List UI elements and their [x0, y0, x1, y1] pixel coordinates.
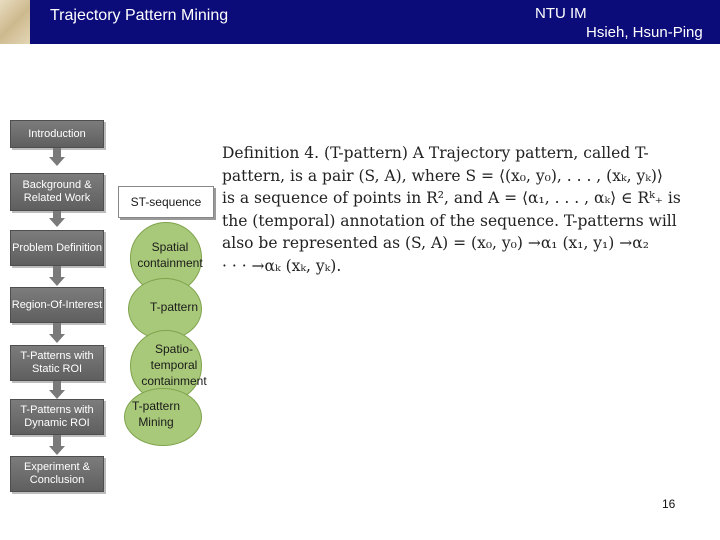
nav-arrow-head	[49, 390, 65, 399]
nav-arrow-head	[49, 446, 65, 455]
subtopic-st-sequence[interactable]: ST-sequence	[118, 186, 214, 218]
page-number: 16	[662, 497, 676, 511]
header-decoration	[0, 0, 30, 44]
subtopic-t-pattern-mining[interactable]: T-pattern Mining	[131, 399, 181, 429]
nav-problem-definition[interactable]: Problem Definition	[10, 230, 104, 266]
definition-line: · · · →αₖ (xₖ, yₖ).	[222, 256, 342, 275]
nav-background-related-work[interactable]: Background & Related Work	[10, 173, 104, 211]
nav-tpatterns-dynamic-roi[interactable]: T-Patterns with Dynamic ROI	[10, 399, 104, 435]
subtopic-spatiotemporal-containment[interactable]: Spatio-temporal containment	[141, 342, 207, 388]
definition-block	[222, 142, 718, 277]
header-author: Hsieh, Hsun-Ping	[586, 24, 703, 41]
header-bar	[0, 0, 720, 44]
nav-tpatterns-static-roi[interactable]: T-Patterns with Static ROI	[10, 345, 104, 381]
header-org: NTU IM	[535, 5, 587, 22]
nav-arrow-head	[49, 334, 65, 343]
nav-experiment-conclusion[interactable]: Experiment & Conclusion	[10, 456, 104, 492]
definition-line: pattern, is a pair (S, A), where S = ⟨(x₀, y₀), . . . , (xₖ, yₖ)⟩	[222, 166, 663, 185]
nav-arrow-head	[49, 277, 65, 286]
definition-line: Definition 4. (T-pattern) A Trajectory pattern, called T-	[222, 144, 649, 162]
slide-title: Trajectory Pattern Mining	[50, 7, 229, 24]
nav-introduction[interactable]: Introduction	[10, 120, 104, 148]
nav-arrow-head	[49, 218, 65, 227]
definition-line: also be represented as (S, A) = (x₀, y₀) →α₁ (x₁, y₁) →α₂	[222, 234, 649, 252]
subtopic-spatial-containment[interactable]: Spatial containment	[137, 240, 203, 270]
nav-arrow-head	[49, 157, 65, 166]
definition-line: the (temporal) annotation of the sequence. T-patterns will	[222, 211, 677, 230]
definition-line: is a sequence of points in R², and A = ⟨α₁, . . . , αₖ⟩ ∈ Rᵏ₊ is	[222, 189, 681, 207]
nav-region-of-interest[interactable]: Region-Of-Interest	[10, 287, 104, 323]
subtopic-t-pattern[interactable]: T-pattern	[149, 300, 199, 314]
